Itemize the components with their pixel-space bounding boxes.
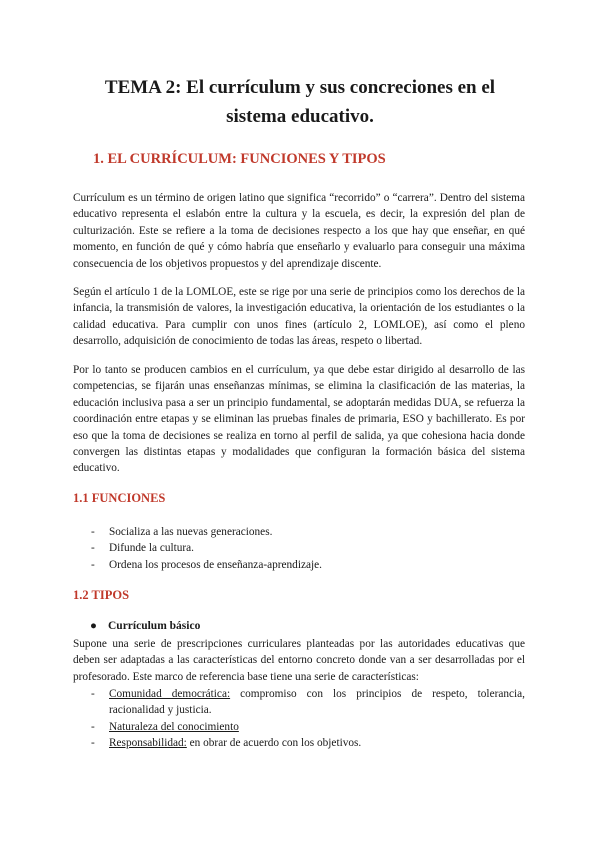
title-line-2: sistema educativo. xyxy=(226,106,374,127)
characteristic-label: Comunidad democrática: xyxy=(109,688,231,700)
section-heading-curriculum: 1. EL CURRÍCULUM: FUNCIONES Y TIPOS xyxy=(93,151,386,167)
list-item: - Comunidad democrática: compromiso con los principios de respeto, tolerancia, racionalidad y justicia. xyxy=(91,688,526,717)
paragraph-curriculum-basico: Supone una serie de prescripciones curriculares planteadas por las autoridades educativas que deben ser adaptadas a las características del entorno concreto donde van a ser desarrolladas por el profesorado. Este marco de referencia base tiene una serie de características: xyxy=(73,638,525,683)
bullet-curriculum-basico xyxy=(90,620,200,632)
paragraph-changes: Por lo tanto se producen cambios en el currículum, ya que debe estar dirigido al desarrollo de las competencias, se fijarán unas enseñanzas mínimas, se elimina la clasificación de las materias, la educación inclusiva pasa a ser un principio fundamental, se adoptarán medidas DUA, se refuerza la coordinación entre etapas y se eliminan las pruebas finales de primaria, ESO y bachillerato. Es por eso que la toma de decisiones se realiza en torno al perfil de salida, ya que cohesiona hacia donde convergen las distintas etapas y modalidades que configuran la formación básica del sistema educativo. xyxy=(73,364,525,475)
funciones-list xyxy=(73,524,525,573)
characteristics-list xyxy=(73,686,525,752)
list-item: - Responsabilidad: en obrar de acuerdo con los objetivos. xyxy=(91,737,362,750)
bullet-label: Currículum básico xyxy=(108,620,201,632)
document-title xyxy=(60,73,540,131)
bullet-icon: ● xyxy=(90,620,97,632)
characteristic-label: Naturaleza del conocimiento xyxy=(109,720,239,733)
title-line-1: TEMA 2: El currículum y sus concreciones en el xyxy=(104,77,496,98)
paragraph-definition: Currículum es un término de origen latino que significa “recorrido” o “carrera”. Dentro del sistema educativo representa el eslabón entre la cultura y la escuela, es decir, la expresión del plan de culturización. Este se refiere a la toma de decisiones respecto a los que hay que enseñar, en qué momento, en función de qué y cómo habría que enseñarlo y evaluarlo para conseguir una máxima consecuencia de los objetivos propuestos y del aprendizaje discente. xyxy=(73,192,525,270)
paragraph-lomloe: Según el artículo 1 de la LOMLOE, este se rige por una serie de principios como los derechos de la infancia, la transmisión de valores, la investigación educativa, la orientación de los estudiantes o la calidad educativa. Para cumplir con unos fines (artículo 2, LOMLOE), así como el pleno desarrollo, adquisición de conocimiento de todas las áreas, respeto o libertad. xyxy=(73,286,525,348)
list-item: - Socializa a las nuevas generaciones. xyxy=(91,526,273,538)
subheading-funciones: 1.1 FUNCIONES xyxy=(73,491,166,505)
list-item: - Naturaleza del conocimiento xyxy=(91,720,239,733)
subheading-tipos: 1.2 TIPOS xyxy=(73,588,130,602)
list-item: - Difunde la cultura. xyxy=(91,542,195,555)
characteristic-label: Responsabilidad: xyxy=(109,737,187,750)
list-item: - Ordena los procesos de enseñanza-aprendizaje. xyxy=(91,558,322,571)
